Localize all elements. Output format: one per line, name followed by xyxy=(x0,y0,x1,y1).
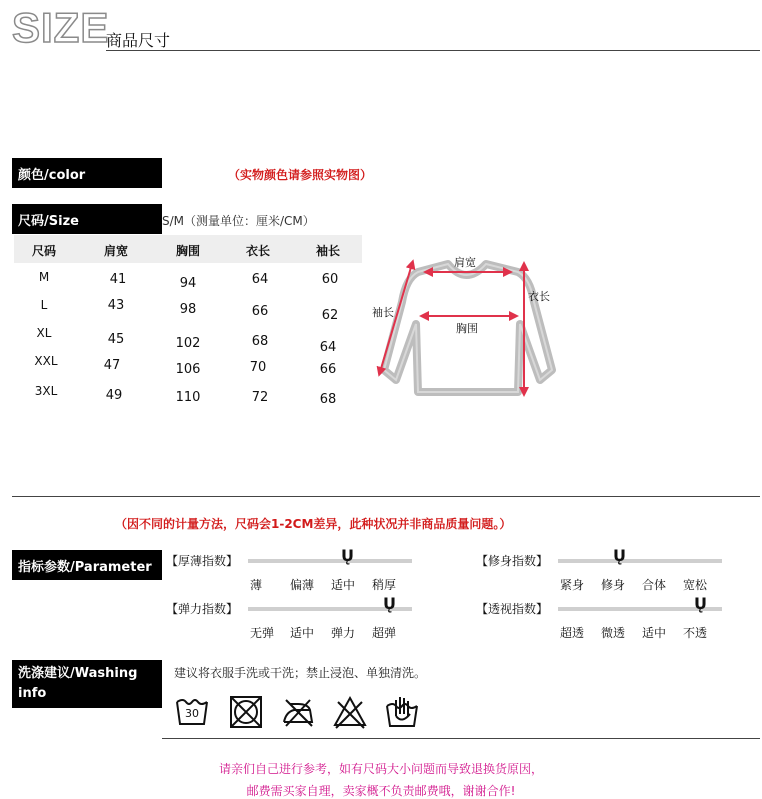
param-fit-name: 【修身指数】 xyxy=(476,554,549,568)
page-title: 商品尺寸 xyxy=(106,31,171,50)
table-cell: 45 xyxy=(107,332,125,347)
col-header-length: 衣长 xyxy=(245,244,270,258)
washing-label: 洗涤建议/Washing info xyxy=(12,660,162,708)
table-cell: 43 xyxy=(107,298,125,313)
table-cell: 110 xyxy=(175,390,201,405)
table-cell: 62 xyxy=(321,308,339,323)
table-cell: 41 xyxy=(109,272,127,287)
table-cell: 60 xyxy=(321,272,339,287)
param-fit-track xyxy=(558,559,722,563)
size-table-header xyxy=(14,242,362,262)
size-label: 尺码/Size xyxy=(12,204,162,234)
table-cell: 102 xyxy=(175,336,201,351)
table-cell: 70 xyxy=(249,360,267,375)
table-cell: L xyxy=(40,298,48,312)
param-elasticity-option: 超弹 xyxy=(372,626,397,640)
color-note: （实物颜色请参照实物图） xyxy=(228,168,373,182)
param-transparency-name: 【透视指数】 xyxy=(476,602,549,616)
table-cell: 64 xyxy=(319,340,337,355)
param-thickness-track xyxy=(248,559,412,563)
footer-line-2: 邮费需买家自理，卖家概不负责邮费哦，谢谢合作! xyxy=(246,784,516,798)
param-elasticity-option: 适中 xyxy=(290,626,315,640)
param-elasticity-marker-icon: Ų xyxy=(383,594,396,613)
table-row xyxy=(14,354,362,377)
diagram-label-sleeve: 袖长 xyxy=(372,306,394,319)
table-cell: 64 xyxy=(251,272,269,287)
garment-diagram xyxy=(368,242,568,412)
param-transparency-option: 适中 xyxy=(642,626,667,640)
table-cell: 68 xyxy=(251,334,269,349)
col-header-chest: 胸围 xyxy=(175,244,200,258)
diagram-label-shoulder: 肩宽 xyxy=(454,256,476,269)
param-fit-option: 紧身 xyxy=(560,578,585,592)
table-cell: 3XL xyxy=(34,384,58,398)
table-cell: XL xyxy=(36,326,52,340)
col-header-shoulder: 肩宽 xyxy=(103,244,128,258)
color-label: 颜色/color xyxy=(12,158,162,188)
param-fit-option: 修身 xyxy=(601,578,626,592)
table-cell: M xyxy=(38,270,50,284)
footer-line-1: 请亲们自己进行参考，如有尺码大小问题而导致退换货原因， xyxy=(218,762,543,776)
no-tumble-dry-icon xyxy=(228,694,264,730)
col-header-size: 尺码 xyxy=(31,244,56,258)
param-transparency-option: 超透 xyxy=(560,626,585,640)
param-transparency-option: 微透 xyxy=(601,626,626,640)
table-row xyxy=(14,384,362,407)
table-cell: 94 xyxy=(179,276,197,291)
no-iron-icon xyxy=(280,694,316,730)
wash-30-icon xyxy=(174,694,210,730)
param-thickness-option: 适中 xyxy=(331,578,356,592)
header-divider xyxy=(106,50,760,51)
table-cell: 98 xyxy=(179,302,197,317)
table-row xyxy=(14,326,362,355)
no-bleach-icon xyxy=(332,694,368,730)
param-elasticity-option: 弹力 xyxy=(331,626,356,640)
wash-temperature: 30 xyxy=(185,707,199,720)
table-cell: 47 xyxy=(103,358,121,373)
table-row xyxy=(14,270,362,290)
param-transparency-option: 不透 xyxy=(683,626,708,640)
table-cell: 49 xyxy=(105,388,123,403)
param-fit-option: 宽松 xyxy=(683,578,708,592)
param-fit-option: 合体 xyxy=(642,578,667,592)
param-elasticity-name: 【弹力指数】 xyxy=(166,602,239,616)
param-transparency-marker-icon: Ų xyxy=(694,594,707,613)
hand-wash-icon xyxy=(384,694,420,730)
measurement-disclaimer: （因不同的计量方法，尺码会1-2CM差异，此种状况并非商品质量问题。） xyxy=(115,517,512,531)
section-divider xyxy=(12,496,760,497)
param-thickness-option: 薄 xyxy=(250,578,263,592)
size-logo: SIZE xyxy=(12,4,110,51)
param-thickness-option: 稍厚 xyxy=(372,578,397,592)
table-row xyxy=(14,298,362,323)
param-fit-marker-icon: Ų xyxy=(613,546,626,565)
washing-text: 建议将衣服手洗或干洗；禁止浸泡、单独清洗。 xyxy=(174,666,427,680)
param-thickness-marker-icon: Ų xyxy=(341,546,354,565)
param-thickness-option: 偏薄 xyxy=(290,578,315,592)
param-thickness-name: 【厚薄指数】 xyxy=(166,554,239,568)
parameter-label: 指标参数/Parameter xyxy=(12,550,162,580)
table-cell: 66 xyxy=(251,304,269,319)
table-cell: 72 xyxy=(251,390,269,405)
table-cell: 68 xyxy=(319,392,337,407)
diagram-label-length: 衣长 xyxy=(528,290,550,303)
col-header-sleeve: 袖长 xyxy=(315,244,340,258)
diagram-label-chest: 胸围 xyxy=(456,322,478,335)
param-elasticity-option: 无弹 xyxy=(250,626,275,640)
table-cell: 106 xyxy=(175,362,201,377)
table-cell: XXL xyxy=(34,354,58,368)
table-cell: 66 xyxy=(319,362,337,377)
unit-note: S/M（测量单位：厘米/CM） xyxy=(162,214,315,228)
washing-divider xyxy=(162,738,760,739)
